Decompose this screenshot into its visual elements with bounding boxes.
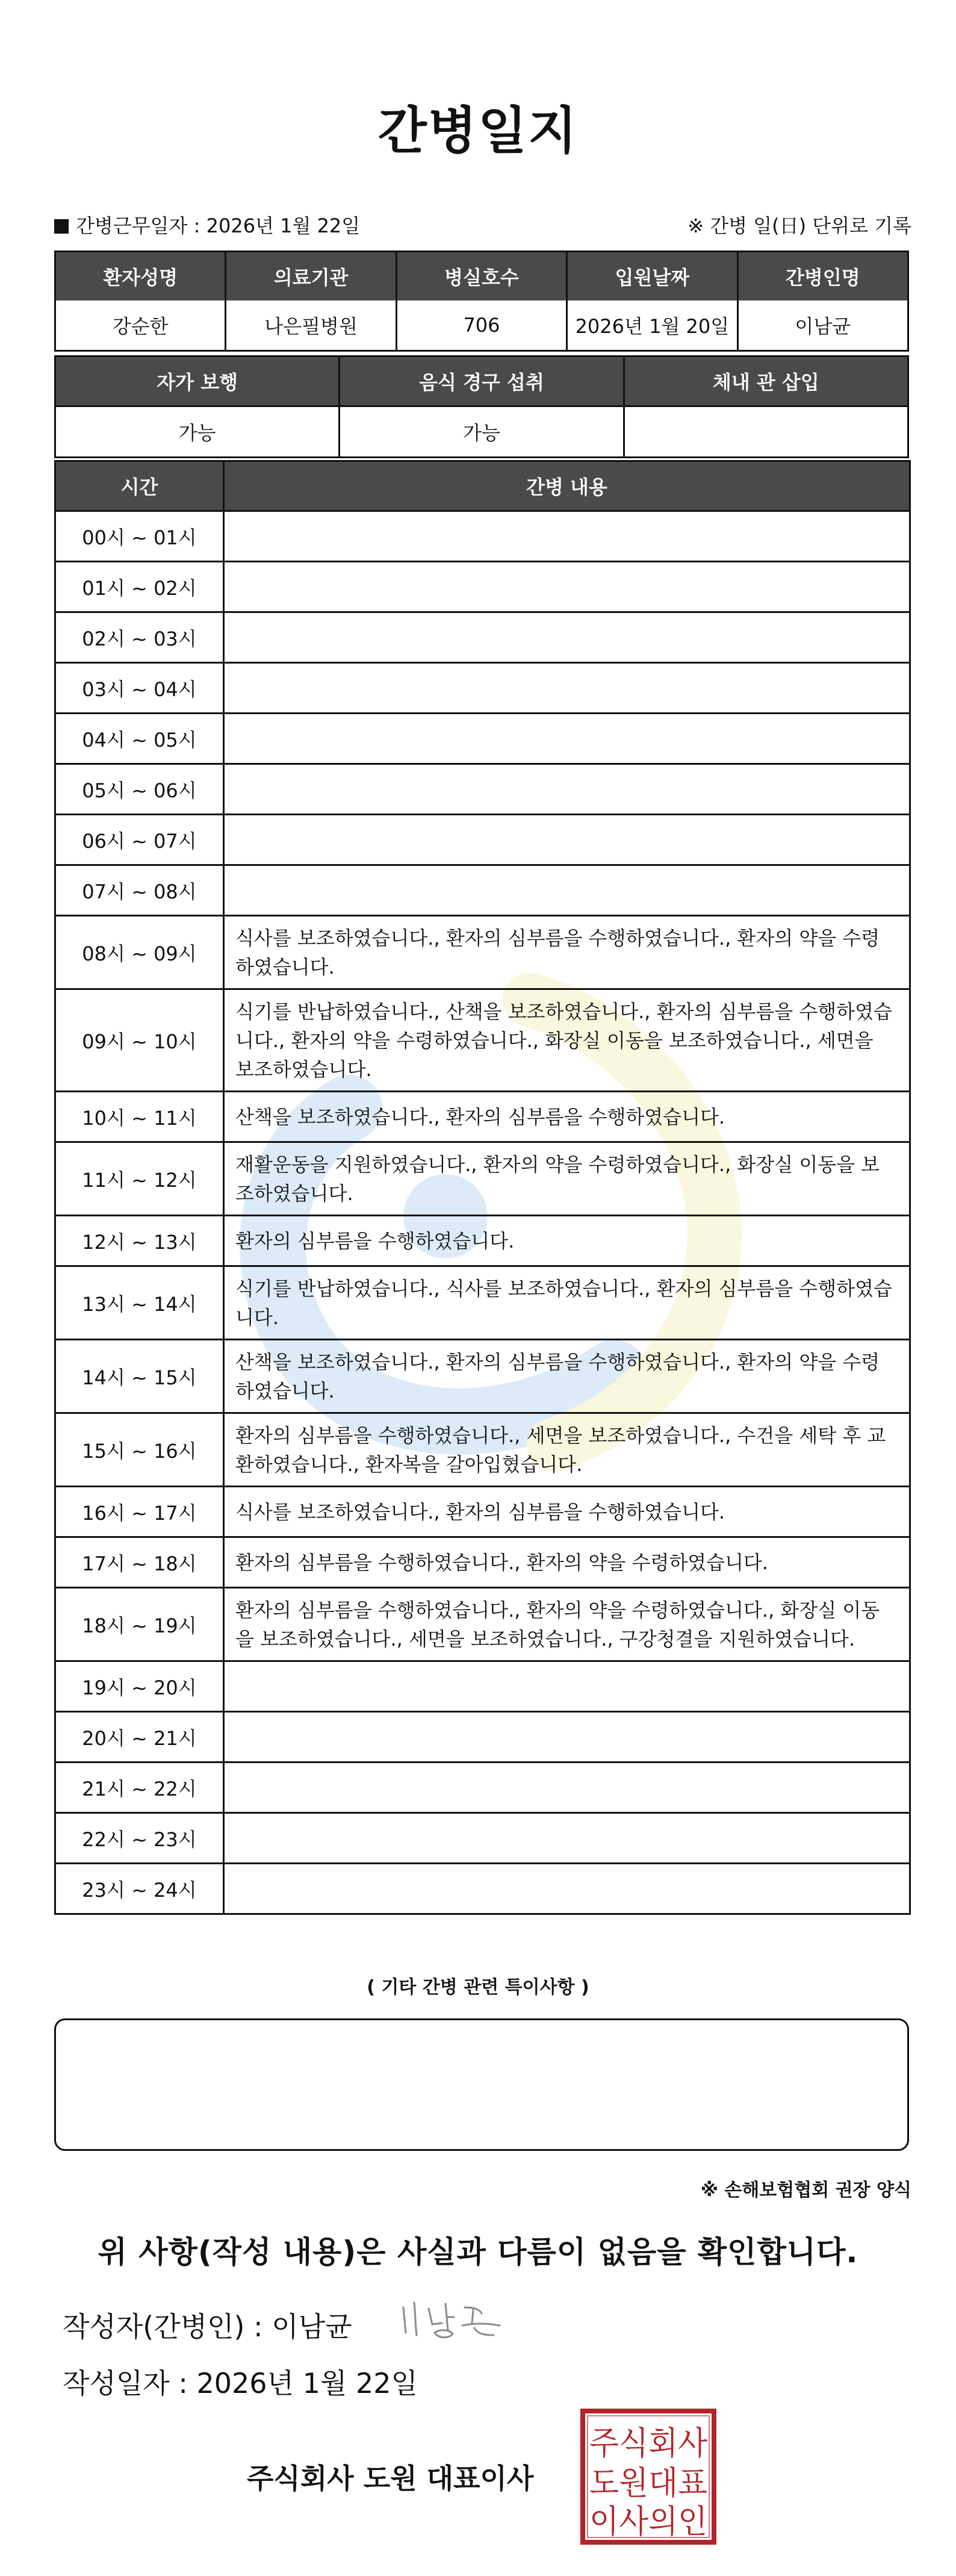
log-content [224, 1813, 910, 1864]
admission-date: 2026년 1월 20일 [567, 300, 737, 351]
seal-text: 주식회사 [589, 2424, 707, 2462]
log-content: 환자의 심부름을 수행하였습니다., 환자의 약을 수령하였습니다. [224, 1537, 910, 1588]
patient-ability-table [54, 355, 909, 458]
log-time: 04시 ~ 05시 [55, 714, 224, 764]
log-time: 20시 ~ 21시 [55, 1712, 224, 1762]
log-time: 13시 ~ 14시 [55, 1266, 224, 1340]
log-time: 21시 ~ 22시 [55, 1762, 224, 1813]
walking-value: 가능 [55, 406, 340, 458]
log-time: 07시 ~ 08시 [55, 865, 224, 916]
log-row [55, 714, 910, 764]
hospital-name: 나은필병원 [226, 300, 396, 351]
header-hospital: 의료기관 [226, 252, 396, 301]
log-time: 08시 ~ 09시 [55, 916, 224, 989]
log-content: 식사를 보조하였습니다., 환자의 심부름을 수행하였습니다., 환자의 약을 수령하였습니다. [224, 916, 910, 989]
header-care-content: 간병 내용 [224, 461, 910, 511]
unit-note: ※ 간병 일(日) 단위로 기록 [688, 214, 911, 237]
log-time: 12시 ~ 13시 [55, 1216, 224, 1266]
log-content: 식사를 보조하였습니다., 환자의 심부름을 수행하였습니다. [224, 1487, 910, 1537]
log-time: 05시 ~ 06시 [55, 764, 224, 815]
log-time: 01시 ~ 02시 [55, 562, 224, 612]
writer-label: 작성자(간병인) : [63, 2310, 263, 2343]
log-content: 산책을 보조하였습니다., 환자의 심부름을 수행하였습니다. [224, 1092, 910, 1142]
work-date-value: 2026년 1월 22일 [206, 214, 361, 237]
hourly-care-log-table [54, 460, 911, 1915]
written-date-label: 작성일자 : [63, 2367, 188, 2400]
log-row [55, 764, 910, 815]
log-content: 환자의 심부름을 수행하였습니다., 환자의 약을 수령하였습니다., 화장실 이동을 보조하였습니다., 세면을 보조하였습니다., 구강청결을 지원하였습니다. [224, 1588, 910, 1661]
log-time: 19시 ~ 20시 [55, 1661, 224, 1712]
writer-line [63, 2305, 352, 2345]
confirmation-statement: 위 사항(작성 내용)은 사실과 다름이 없음을 확인합니다. [98, 2235, 858, 2270]
log-row [55, 1661, 910, 1712]
log-row [55, 663, 910, 714]
log-time: 03시 ~ 04시 [55, 663, 224, 714]
written-date-line [63, 2362, 418, 2401]
header-room: 병실호수 [396, 252, 566, 301]
log-time: 06시 ~ 07시 [55, 815, 224, 865]
log-row [55, 989, 910, 1092]
log-row [55, 511, 910, 562]
writer-name: 이남균 [272, 2310, 352, 2343]
log-content [224, 714, 910, 764]
log-time: 23시 ~ 24시 [55, 1864, 224, 1914]
log-content [224, 1712, 910, 1762]
notes-box [54, 2018, 909, 2151]
log-row [55, 1487, 910, 1537]
header-time: 시간 [55, 461, 224, 511]
log-time: 11시 ~ 12시 [55, 1142, 224, 1216]
log-row [55, 1092, 910, 1142]
log-row [55, 865, 910, 916]
log-content [224, 511, 910, 562]
log-row [55, 1588, 910, 1661]
ability-value-row [55, 406, 908, 458]
log-time: 00시 ~ 01시 [55, 511, 224, 562]
patient-info-table [54, 250, 909, 352]
written-date-value: 2026년 1월 22일 [196, 2367, 418, 2400]
log-row [55, 1712, 910, 1762]
room-number: 706 [396, 300, 566, 351]
log-content [224, 815, 910, 865]
log-content [224, 663, 910, 714]
log-row [55, 612, 910, 663]
caregiver-name: 이남균 [737, 300, 908, 351]
log-row [55, 1216, 910, 1266]
log-content [224, 764, 910, 815]
tube-value [624, 406, 908, 458]
log-content [224, 612, 910, 663]
header-admission-date: 입원날짜 [567, 252, 737, 301]
log-content [224, 562, 910, 612]
log-row [55, 815, 910, 865]
log-time: 16시 ~ 17시 [55, 1487, 224, 1537]
work-date [54, 211, 360, 238]
log-row [55, 1266, 910, 1340]
log-time: 18시 ~ 19시 [55, 1588, 224, 1661]
log-time: 10시 ~ 11시 [55, 1092, 224, 1142]
header-caregiver: 간병인명 [737, 252, 908, 301]
work-date-label: 간병근무일자 : [76, 214, 200, 237]
log-row [55, 1813, 910, 1864]
header-oral-intake: 음식 경구 섭취 [340, 356, 624, 406]
log-time: 14시 ~ 15시 [55, 1340, 224, 1413]
log-row [55, 1413, 910, 1487]
header-tube: 체내 관 삽입 [624, 356, 908, 406]
log-time: 09시 ~ 10시 [55, 989, 224, 1092]
log-content: 산책을 보조하였습니다., 환자의 심부름을 수행하였습니다., 환자의 약을 수령하였습니다. [224, 1340, 910, 1413]
company-name: 주식회사 도원 대표이사 [247, 2462, 534, 2495]
ability-header-row [55, 356, 908, 406]
log-row [55, 1537, 910, 1588]
log-row [55, 1142, 910, 1216]
log-content [224, 1661, 910, 1712]
log-content: 환자의 심부름을 수행하였습니다. [224, 1216, 910, 1266]
company-seal-stamp [579, 2407, 718, 2546]
seal-text: 도원대표 [589, 2464, 707, 2502]
log-row [55, 1340, 910, 1413]
log-row [55, 1864, 910, 1914]
form-source-note: ※ 손해보험협회 권장 양식 [700, 2180, 911, 2201]
square-bullet-icon [54, 219, 69, 234]
patient-name: 강순한 [55, 300, 226, 351]
page-title: 간병일지 [377, 101, 579, 160]
header-patient-name: 환자성명 [55, 252, 226, 301]
log-time: 22시 ~ 23시 [55, 1813, 224, 1864]
log-row [55, 562, 910, 612]
notes-label: ( 기타 간병 관련 특이사항 ) [367, 1977, 589, 1998]
seal-text: 이사의인 [589, 2503, 707, 2540]
log-content: 식기를 반납하였습니다., 산책을 보조하였습니다., 환자의 심부름을 수행하였습니다., 환자의 약을 수령하였습니다., 화장실 이동을 보조하였습니다., 세면을 보조하였습니다. [224, 989, 910, 1092]
log-content [224, 1762, 910, 1813]
patient-info-header-row [55, 252, 908, 301]
handwritten-signature [397, 2295, 512, 2344]
log-content: 재활운동을 지원하였습니다., 환자의 약을 수령하였습니다., 화장실 이동을 보조하였습니다. [224, 1142, 910, 1216]
log-time: 17시 ~ 18시 [55, 1537, 224, 1588]
log-content: 식기를 반납하였습니다., 식사를 보조하였습니다., 환자의 심부름을 수행하였습니다. [224, 1266, 910, 1340]
patient-info-value-row [55, 300, 908, 351]
log-row [55, 916, 910, 989]
log-header-row [55, 461, 910, 511]
log-time: 02시 ~ 03시 [55, 612, 224, 663]
log-content [224, 1864, 910, 1914]
header-walking: 자가 보행 [55, 356, 340, 406]
log-content: 환자의 심부름을 수행하였습니다., 세면을 보조하였습니다., 수건을 세탁 후 교환하였습니다., 환자복을 갈아입혔습니다. [224, 1413, 910, 1487]
log-content [224, 865, 910, 916]
log-row [55, 1762, 910, 1813]
log-time: 15시 ~ 16시 [55, 1413, 224, 1487]
oral-intake-value: 가능 [340, 406, 624, 458]
